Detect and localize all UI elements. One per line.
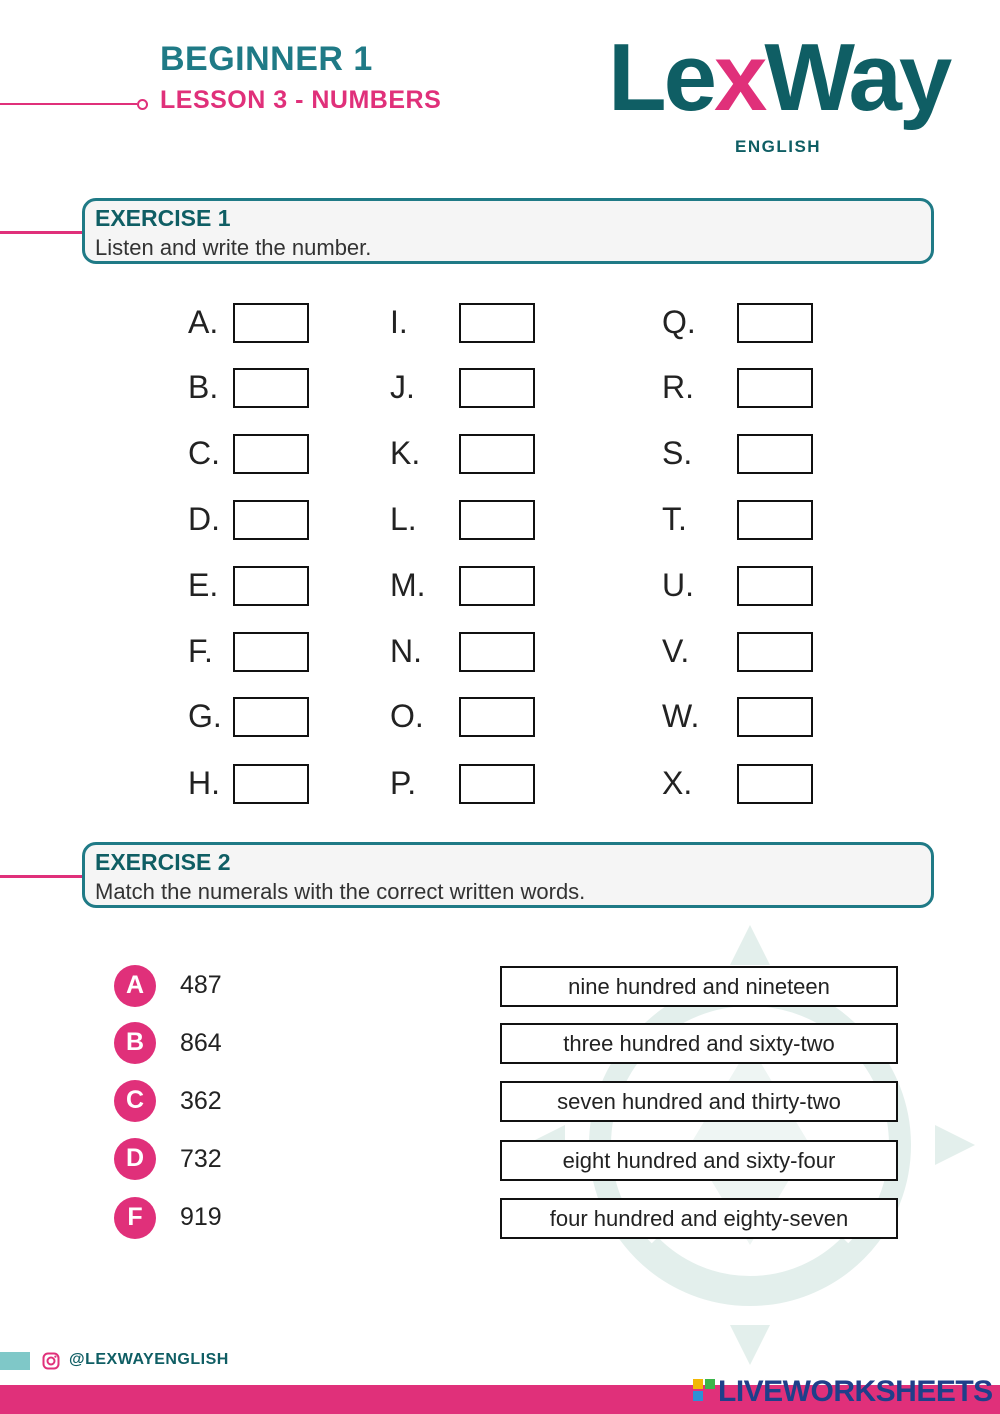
exercise1-item-label: X. (662, 765, 693, 801)
item-numeral: 919 (180, 1203, 222, 1231)
exercise1-item-label: B. (188, 369, 219, 405)
exercise1-answer-box[interactable] (737, 632, 813, 672)
exercise1-answer-box[interactable] (737, 434, 813, 474)
item-numeral: 487 (180, 971, 222, 999)
exercise1-answer-box[interactable] (233, 697, 309, 737)
level-title: BEGINNER 1 (160, 40, 373, 78)
exercise1-item-label: A. (188, 304, 219, 340)
exercise1-answer-box[interactable] (459, 500, 535, 540)
exercise1-answer-box[interactable] (233, 566, 309, 606)
exercise1-item-label: D. (188, 501, 220, 537)
exercise1-answer-box[interactable] (233, 434, 309, 474)
exercise1-answer-box[interactable] (737, 697, 813, 737)
exercise1-answer-box[interactable] (233, 764, 309, 804)
word-match-box[interactable]: three hundred and sixty-two (500, 1023, 898, 1064)
item-letter-badge: F (114, 1197, 156, 1239)
exercise1-item-label: M. (390, 567, 426, 603)
logo-subtitle: ENGLISH (735, 137, 822, 156)
item-numeral: 732 (180, 1145, 222, 1173)
item-numeral: 362 (180, 1087, 222, 1115)
word-match-box[interactable]: seven hundred and thirty-two (500, 1081, 898, 1122)
exercise1-answer-box[interactable] (233, 632, 309, 672)
exercise1-item-label: T. (662, 501, 687, 537)
item-letter-badge: C (114, 1080, 156, 1122)
exercise1-title: EXERCISE 1 (95, 205, 231, 231)
liveworksheets-brand: LIVEWORKSHEETS (718, 1375, 993, 1408)
exercise1-accent-line (0, 231, 84, 234)
exercise1-answer-box[interactable] (737, 303, 813, 343)
exercise1-item-label: G. (188, 698, 222, 734)
word-match-box[interactable]: four hundred and eighty-seven (500, 1198, 898, 1239)
exercise1-item-label: H. (188, 765, 220, 801)
exercise1-item-label: F. (188, 633, 213, 669)
exercise1-item-label: L. (390, 501, 417, 537)
logo-part-x: x (714, 24, 765, 131)
exercise1-item-label: U. (662, 567, 694, 603)
item-numeral: 864 (180, 1029, 222, 1057)
exercise1-answer-box[interactable] (459, 697, 535, 737)
exercise1-answer-box[interactable] (737, 764, 813, 804)
exercise1-answer-box[interactable] (459, 566, 535, 606)
exercise2-title: EXERCISE 2 (95, 849, 231, 875)
exercise1-item-label: I. (390, 304, 408, 340)
exercise1-answer-box[interactable] (737, 566, 813, 606)
word-match-box[interactable]: nine hundred and nineteen (500, 966, 898, 1007)
exercise1-item-label: C. (188, 435, 220, 471)
exercise2-instruction: Match the numerals with the correct written words. (95, 879, 586, 904)
exercise1-item-label: K. (390, 435, 421, 471)
exercise2-accent-line (0, 875, 84, 878)
exercise1-item-label: J. (390, 369, 415, 405)
exercise1-instruction: Listen and write the number. (95, 235, 372, 260)
exercise1-item-label: R. (662, 369, 694, 405)
exercise1-item-label: S. (662, 435, 693, 471)
exercise2-header (82, 842, 934, 908)
exercise1-answer-box[interactable] (737, 500, 813, 540)
exercise1-header (82, 198, 934, 264)
exercise1-answer-box[interactable] (459, 434, 535, 474)
exercise1-answer-box[interactable] (233, 368, 309, 408)
exercise1-answer-box[interactable] (459, 368, 535, 408)
liveworksheets-mark-icon (693, 1379, 715, 1401)
logo-part-post: Way (764, 24, 950, 131)
exercise1-answer-box[interactable] (459, 303, 535, 343)
instagram-icon (42, 1352, 60, 1370)
exercise1-answer-box[interactable] (737, 368, 813, 408)
item-letter-badge: B (114, 1022, 156, 1064)
exercise1-item-label: O. (390, 698, 424, 734)
lesson-divider-line (0, 103, 137, 105)
social-handle: @LEXWAYENGLISH (69, 1351, 229, 1368)
exercise1-item-label: V. (662, 633, 690, 669)
exercise1-item-label: N. (390, 633, 422, 669)
exercise1-answer-box[interactable] (233, 303, 309, 343)
item-letter-badge: D (114, 1138, 156, 1180)
exercise1-item-label: E. (188, 567, 219, 603)
exercise1-item-label: Q. (662, 304, 696, 340)
exercise1-answer-box[interactable] (459, 632, 535, 672)
lesson-title: LESSON 3 - NUMBERS (160, 86, 442, 114)
word-match-box[interactable]: eight hundred and sixty-four (500, 1140, 898, 1181)
exercise1-item-label: W. (662, 698, 700, 734)
exercise1-item-label: P. (390, 765, 417, 801)
lesson-divider-dot (137, 99, 148, 110)
lexway-logo (608, 24, 950, 131)
item-letter-badge: A (114, 965, 156, 1007)
footer-accent-block (0, 1352, 30, 1370)
exercise1-answer-box[interactable] (233, 500, 309, 540)
logo-part-pre: Le (608, 24, 715, 131)
exercise1-answer-box[interactable] (459, 764, 535, 804)
